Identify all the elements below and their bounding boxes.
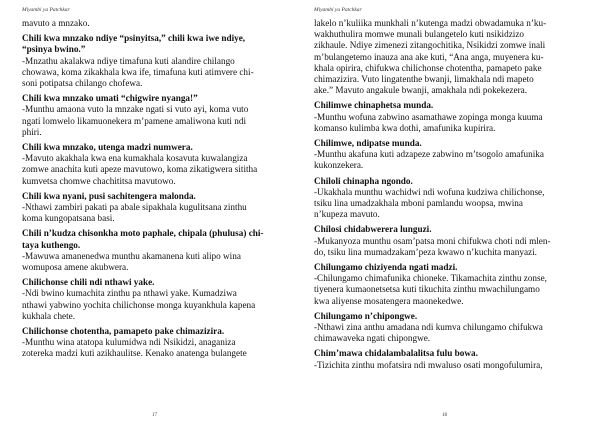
body-text-line: kukhala chete. (22, 310, 76, 321)
body-text-line: zotereka madzi kuti azikhaulitse. Kenako anatenga bulangete (22, 348, 247, 359)
body-text-line: kukonzekera. (314, 160, 364, 171)
proverb-heading-line: Chili kwa mnzako, utenga madzi numwera. (22, 142, 193, 153)
body-text-line: ngati lomwelo likamuonekera m’pamene amaliwona kuti ndi (22, 115, 247, 126)
proverb-heading-line: Chilichonse chotentha, pamapeto pake chimazizira. (22, 326, 225, 337)
body-text-line: zomwe anachita kuti apeze mavutowo, koma zikatigwera sititha (22, 164, 258, 175)
body-text-line: komanso kulimba kwa dothi, amafunika kupirira. (314, 122, 496, 133)
body-text-line: tiyenera kumaonetsetsa kuti tikuchita zinthu mwachilungamo (314, 284, 540, 295)
right-page (300, 0, 600, 424)
body-text-line: soni potipatsa chilango chofewa. (22, 78, 143, 89)
proverb-heading-line: Chilimwe chinaphetsa munda. (314, 100, 434, 111)
body-text-line: -Munthu amaona vuto la mnzake ngati si vuto ayi, koma vuto (22, 104, 249, 115)
left-page-text (22, 18, 290, 360)
proverb-heading-line: Chilungamo chiziyenda ngati madzi. (314, 262, 458, 273)
body-text-line: -Munthu wina atatopa kulumidwa ndi Nsikidzi, anaganiza (22, 337, 236, 348)
body-text-line: phiri. (22, 126, 42, 137)
body-text-line: -Munthu akafuna kuti adzapeze zabwino m’tsogolo amafunika (314, 149, 544, 160)
proverb-heading-line: Chim’mawa chidalambalalitsa fulu bowa. (314, 348, 478, 359)
body-text-line: ake.” Mavuto angakule bwanji, amakhala ndi pokekezera. (314, 85, 528, 96)
proverb-heading-line: Chilimwe, ndipatse munda. (314, 138, 422, 149)
body-text-line: m’bulangetemo inauza ana ake kuti, “Ana anga, muyenera ku- (314, 51, 544, 62)
body-text-line: -Nthawi zambiri pakati pa abale sipakhala kugulitsana zinthu (22, 202, 247, 213)
proverb-heading-line: Chili kwa mnzako ndiye “psinyitsa,” chili kwa iwe ndiye, (22, 33, 246, 44)
body-text-line: nthawi yabwino yochita chilichonse monga kuyankhula kapena (22, 299, 256, 310)
body-text-line: kwa aliyense mosatengera maonekedwe. (314, 295, 464, 306)
body-text-line: chimazizira. Vuto lingatenthe bwanji, limakhala ndi mapeto (314, 74, 534, 85)
body-text-line: -Chilungamo chimafunika chioneke. Tikamachita zinthu zonse, (314, 273, 547, 284)
proverb-heading-line: Chilosi chidabwerera lunguzi. (314, 224, 432, 235)
body-text-line: -Munthu wofuna zabwino asamathawe zopinga monga kuuma (314, 111, 543, 122)
body-text-line: chowawa, koma zikakhala kwa ife, timafuna kuti atimvere chi- (22, 66, 254, 77)
body-text-line: lakelo n’kuliika munkhali n’kutenga madzi obwadamuka n’ku- (314, 18, 547, 28)
body-text-line: -Mnzathu akalakwa ndiye timafuna kuti alandire chilango (22, 55, 235, 66)
right-page-text (314, 18, 580, 371)
body-text-line: zikhaule. Ndiye zimenezi zitangochitika, Nsikidzi zomwe inali (314, 40, 546, 51)
body-text-line: koma kungopatsana basi. (22, 213, 115, 224)
body-text-line: -Mukanyoza munthu osam’patsa moni chifukwa choti ndi mlen- (314, 235, 551, 246)
running-header: Miyambi ya Patchkar (314, 7, 362, 13)
body-text-line: -Tizichita zinthu mofatsira ndi mwaluso osati mongofulumira, (314, 359, 543, 370)
body-text-line: n’kupeza mavuto. (314, 209, 380, 220)
proverb-heading-line: Chili kwa nyani, pusi sachitengera malonda. (22, 190, 196, 201)
proverb-heading-line: Chili kwa mnzako umati “chigwire nyanga!” (22, 93, 198, 104)
body-text-line: wakhuthulira momwe munali bulangetelo kuti nsikidzizo (314, 29, 524, 40)
body-text-line: khala opirira, chifukwa chilichonse chotentha, pamapeto pake (314, 62, 542, 73)
body-text-line: -Ndi bwino kumachita zinthu pa nthawi yake. Kumadziwa (22, 288, 237, 299)
running-header: Miyambi ya Patchkar (22, 7, 70, 13)
proverb-heading-line: “psinya bwino.” (22, 44, 86, 55)
page-number: 18 (442, 413, 447, 418)
proverb-heading-line: Chili n’kudza chisonkha moto paphale, chipala (phulusa) chi- (22, 228, 264, 239)
body-text-line: mavuto a mnzako. (22, 18, 90, 28)
body-text-line: tsiku lina umadzakhala mboni pamlandu woopsa, mwina (314, 198, 523, 209)
body-text-line: kumvetsa chomwe chachititsa mavutowo. (22, 175, 176, 186)
body-text-line: chimawaveka ngati chipongwe. (314, 333, 431, 344)
body-text-line: -Mawuwa amanenedwa munthu akamanena kuti alipo wina (22, 250, 241, 261)
proverb-heading-line: Chilichonse chili ndi nthawi yake. (22, 277, 155, 288)
body-text-line: -Nthawi zina anthu amadana ndi kumva chilungamo chifukwa (314, 322, 543, 333)
body-text-line: womuposa amene akubwera. (22, 262, 129, 273)
body-text-line: -Mavuto akakhala kwa ena kumakhala kosavuta kuwalangiza (22, 153, 248, 164)
proverb-heading-line: Chilungamo n’chipongwe. (314, 310, 418, 321)
proverb-heading-line: Chiloli chinapha ngondo. (314, 175, 413, 186)
proverb-heading-line: taya kuthengo. (22, 239, 81, 250)
body-text-line: -Ukakhala munthu wachidwi ndi wofuna kudziwa chilichonse, (314, 186, 545, 197)
page-number: 17 (152, 413, 157, 418)
body-text-line: do, tsiku lina mumadzakam’peza kwawo n’kuchita manyazi. (314, 246, 537, 257)
